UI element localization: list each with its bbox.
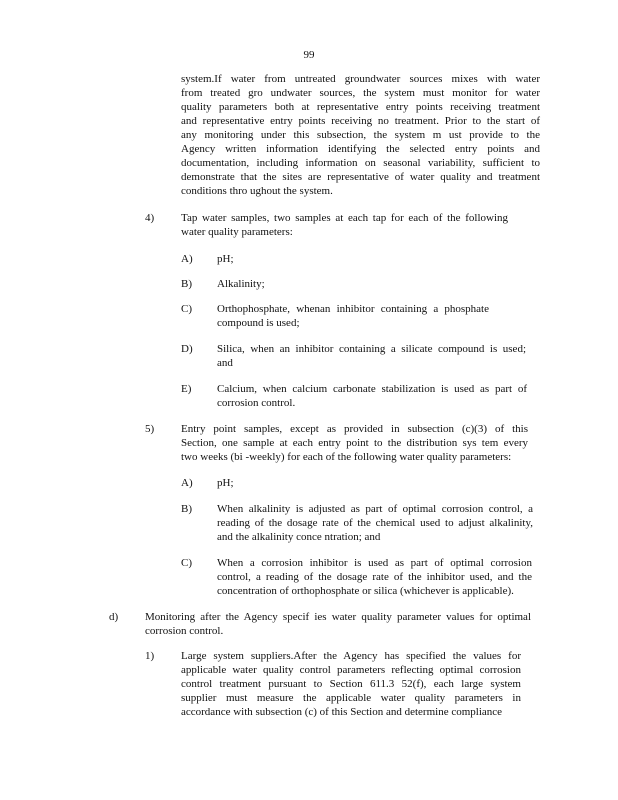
text-line: control treatment pursuant to Section 611.3 52(f), each large system (181, 678, 521, 690)
item-5c-label: C) (181, 557, 192, 569)
text-line: system.If water from untreated groundwater sources mixes with water (181, 73, 540, 85)
text-line: Monitoring after the Agency specif ies water quality parameter values for optimal (145, 611, 531, 623)
text-line: documentation, including information on seasonal variability, sufficient to (181, 157, 540, 169)
text-line: two weeks (bi -weekly) for each of the following water quality parameters: (181, 451, 512, 463)
item-d1-label: 1) (145, 650, 155, 662)
text-line: reading of the dosage rate of the chemical used to adjust alkalinity, (217, 517, 533, 529)
item-4e-text (217, 382, 527, 410)
item-5c-text (217, 556, 532, 598)
item-4d-text (217, 342, 526, 370)
item-4-label: 4) (145, 212, 155, 224)
section-d-label: d) (109, 611, 119, 623)
text-line: When alkalinity is adjusted as part of optimal corrosion control, a (217, 503, 533, 515)
text-line: accordance with subsection (c) of this Section and determine compliance (181, 706, 503, 718)
page-number: 99 (303, 49, 315, 61)
text-line: corrosion control. (217, 397, 296, 409)
item-d1-text (181, 649, 521, 719)
text-line: Tap water samples, two samples at each tap for each of the following (181, 212, 508, 224)
intro-paragraph (181, 72, 540, 198)
item-5-label: 5) (145, 423, 155, 435)
text-line: Silica, when an inhibitor containing a silicate compound is used; (217, 343, 526, 355)
text-line: control, a reading of the dosage rate of the inhibitor used, and the (217, 571, 532, 583)
text-line: Calcium, when calcium carbonate stabilization is used as part of (217, 383, 527, 395)
text-line: demonstrate that the sites are representative of water quality and treatment (181, 171, 540, 183)
text-line: When a corrosion inhibitor is used as part of optimal corrosion (217, 557, 532, 569)
text-line: Entry point samples, except as provided in subsection (c)(3) of this (181, 423, 528, 435)
item-4a-text (217, 252, 517, 266)
item-5a-text (217, 476, 517, 490)
text-line: pH; (217, 253, 234, 265)
text-line: compound is used; (217, 317, 300, 329)
text-line: from treated gro undwater sources, the system must monitor for water (181, 87, 540, 99)
item-4b-label: B) (181, 278, 192, 290)
item-4c-label: C) (181, 303, 192, 315)
item-4d-label: D) (181, 343, 193, 355)
text-line: quality parameters both at representative entry points receiving treatment (181, 101, 540, 113)
text-line: Section, one sample at each entry point to the distribution sys tem every (181, 437, 528, 449)
item-4c-text (217, 302, 489, 330)
text-line: concentration of orthophosphate or silica (whichever is applicable). (217, 585, 514, 597)
text-line: and the alkalinity conce ntration; and (217, 531, 381, 543)
text-line: water quality parameters: (181, 226, 293, 238)
item-5-text (181, 422, 528, 464)
item-4a-label: A) (181, 253, 193, 265)
text-line: any monitoring under this subsection, the system m ust provide to the (181, 129, 540, 141)
text-line: Agency written information identifying the selected entry points and (181, 143, 540, 155)
item-5b-label: B) (181, 503, 192, 515)
item-5b-text (217, 502, 533, 544)
text-line: and (217, 357, 233, 369)
section-d-text (145, 610, 531, 638)
text-line: Orthophosphate, whenan inhibitor containing a phosphate (217, 303, 489, 315)
item-4-text (181, 211, 508, 239)
text-line: applicable water quality control parameters reflecting optimal corrosion (181, 664, 521, 676)
text-line: and representative entry points receiving no treatment. Prior to the start of (181, 115, 540, 127)
item-4e-label: E) (181, 383, 192, 395)
text-line: corrosion control. (145, 625, 224, 637)
text-line: conditions thro ughout the system. (181, 185, 333, 197)
text-line: Alkalinity; (217, 278, 265, 290)
text-line: Large system suppliers.After the Agency has specified the values for (181, 650, 521, 662)
item-5a-label: A) (181, 477, 193, 489)
text-line: pH; (217, 477, 234, 489)
text-line: supplier must measure the applicable water quality parameters in (181, 692, 521, 704)
item-4b-text (217, 277, 517, 291)
